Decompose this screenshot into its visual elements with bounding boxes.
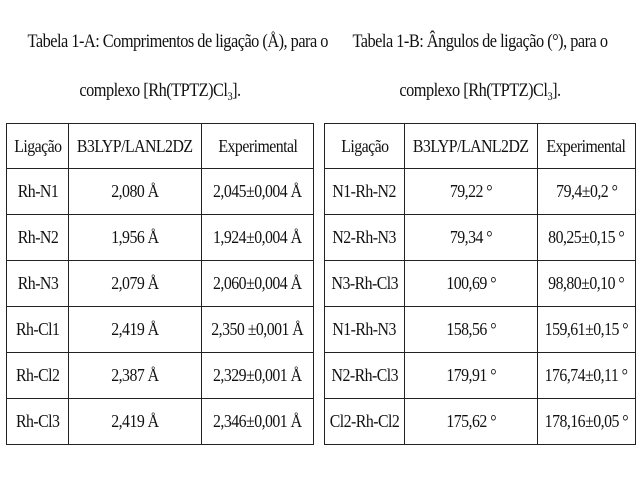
- cell-text: 100,69 °: [446, 273, 496, 293]
- table-b-caption-line2-end: ].: [552, 80, 561, 101]
- column-header-label: B3LYP/LANL2DZ: [413, 135, 529, 156]
- table-cell: [201, 169, 313, 215]
- table-cell: [405, 261, 537, 307]
- table-row: [7, 353, 314, 399]
- table-row: [325, 215, 636, 261]
- table-b-caption-line2: [346, 77, 614, 105]
- table-a-caption-subscript: 3: [227, 89, 233, 103]
- column-header-label: Ligação: [340, 135, 389, 156]
- cell-text: 178,16±0,05 °: [544, 411, 628, 431]
- cell-text: 79,34 °: [449, 227, 492, 247]
- cell-text: Rh-N1: [17, 181, 58, 201]
- table-row: [325, 307, 636, 353]
- cell-text: 79,4±0,2 °: [555, 181, 617, 201]
- table-cell: [7, 307, 69, 353]
- cell-text: 1,924±0,004 Å: [213, 227, 302, 247]
- table-cell: [405, 169, 537, 215]
- table-cell: [537, 169, 635, 215]
- cell-text: 2,346±0,001 Å: [213, 411, 302, 431]
- cell-text: N2-Rh-N3: [332, 227, 397, 247]
- table-a-caption-line2: [28, 77, 293, 105]
- cell-text: 175,62 °: [446, 411, 496, 431]
- table-b-panel: [324, 0, 636, 431]
- cell-text: 2,045±0,004 Å: [213, 181, 302, 201]
- table-row: [325, 353, 636, 399]
- cell-text: 2,060±0,004 Å: [213, 273, 302, 293]
- cell-text: Cl2-Rh-Cl2: [329, 411, 400, 431]
- table-cell: [537, 399, 635, 445]
- table-a-panel: [6, 0, 328, 431]
- column-header: [201, 124, 313, 169]
- table-cell: [69, 307, 201, 353]
- cell-text: 79,22 °: [449, 181, 492, 201]
- table-cell: [201, 261, 313, 307]
- bond-angle-table: [324, 123, 636, 445]
- table-cell: [537, 307, 635, 353]
- cell-text: 2,079 Å: [111, 273, 159, 293]
- cell-text: Rh-N2: [17, 227, 58, 247]
- cell-text: 158,56 °: [446, 319, 496, 339]
- table-cell: [405, 399, 537, 445]
- cell-text: 2,419 Å: [111, 411, 159, 431]
- table-cell: [69, 215, 201, 261]
- table-row: [7, 169, 314, 215]
- cell-text: 2,387 Å: [111, 365, 159, 385]
- table-b-caption-line2-text: complexo [Rh(TPTZ)Cl: [399, 80, 548, 101]
- table-cell: [201, 399, 313, 445]
- table-cell: [7, 169, 69, 215]
- cell-text: 179,91 °: [446, 365, 496, 385]
- table-a-caption-line2-end: ].: [232, 80, 241, 101]
- table-cell: [69, 261, 201, 307]
- cell-text: Rh-Cl2: [15, 365, 60, 385]
- column-header-label: Ligação: [14, 135, 62, 156]
- table-cell: [537, 215, 635, 261]
- table-cell: [405, 215, 537, 261]
- table-b-caption: [346, 28, 614, 105]
- cell-text: 1,956 Å: [111, 227, 159, 247]
- cell-text: 80,25±0,15 °: [548, 227, 625, 247]
- cell-text: N1-Rh-N3: [332, 319, 397, 339]
- table-cell: [325, 399, 405, 445]
- table-cell: [69, 169, 201, 215]
- table-row: [7, 399, 314, 445]
- column-header: [537, 124, 635, 169]
- table-cell: [201, 307, 313, 353]
- cell-text: N2-Rh-Cl3: [331, 365, 398, 385]
- table-a-caption-line2-text: complexo [Rh(TPTZ)Cl: [79, 80, 228, 101]
- column-header: [69, 124, 201, 169]
- table-row: [325, 169, 636, 215]
- cell-text: Rh-Cl3: [15, 411, 60, 431]
- cell-text: Rh-Cl1: [15, 319, 60, 339]
- table-cell: [69, 399, 201, 445]
- table-b-caption-subscript: 3: [547, 89, 553, 103]
- table-row: [325, 261, 636, 307]
- cell-text: 159,61±0,15 °: [544, 319, 628, 339]
- table-cell: [7, 353, 69, 399]
- table-cell: [325, 215, 405, 261]
- table-a-caption-line1: Tabela 1-A: Comprimentos de ligação (Å), para o: [27, 31, 328, 52]
- table-cell: [325, 353, 405, 399]
- cell-text: 176,74±0,11 °: [544, 365, 628, 385]
- table-cell: [537, 261, 635, 307]
- table-cell: [69, 353, 201, 399]
- table-header-row: [7, 124, 314, 169]
- column-header-label: Experimental: [217, 135, 297, 156]
- table-cell: [405, 307, 537, 353]
- table-row: [7, 215, 314, 261]
- cell-text: 98,80±0,10 °: [548, 273, 625, 293]
- table-cell: [201, 353, 313, 399]
- table-cell: [325, 261, 405, 307]
- cell-text: N1-Rh-N2: [332, 181, 397, 201]
- table-header-row: [325, 124, 636, 169]
- cell-text: 2,350 ±0,001 Å: [211, 319, 304, 339]
- table-a-caption: [27, 28, 328, 105]
- table-cell: [7, 399, 69, 445]
- table-cell: [7, 261, 69, 307]
- table-cell: [325, 169, 405, 215]
- table-cell: [7, 215, 69, 261]
- column-header: [7, 124, 69, 169]
- table-b-caption-line1: Tabela 1-B: Ângulos de ligação (°), para o: [352, 31, 608, 52]
- cell-text: Rh-N3: [17, 273, 58, 293]
- table-cell: [201, 215, 313, 261]
- table-row: [7, 307, 314, 353]
- table-cell: [537, 353, 635, 399]
- table-cell: [325, 307, 405, 353]
- column-header-label: Experimental: [546, 135, 626, 156]
- table-row: [7, 261, 314, 307]
- table-row: [325, 399, 636, 445]
- table-cell: [405, 353, 537, 399]
- bond-length-table: [6, 123, 314, 445]
- column-header-label: B3LYP/LANL2DZ: [77, 135, 193, 156]
- column-header: [325, 124, 405, 169]
- cell-text: 2,329±0,001 Å: [213, 365, 302, 385]
- cell-text: N3-Rh-Cl3: [331, 273, 398, 293]
- cell-text: 2,419 Å: [111, 319, 159, 339]
- cell-text: 2,080 Å: [111, 181, 159, 201]
- column-header: [405, 124, 537, 169]
